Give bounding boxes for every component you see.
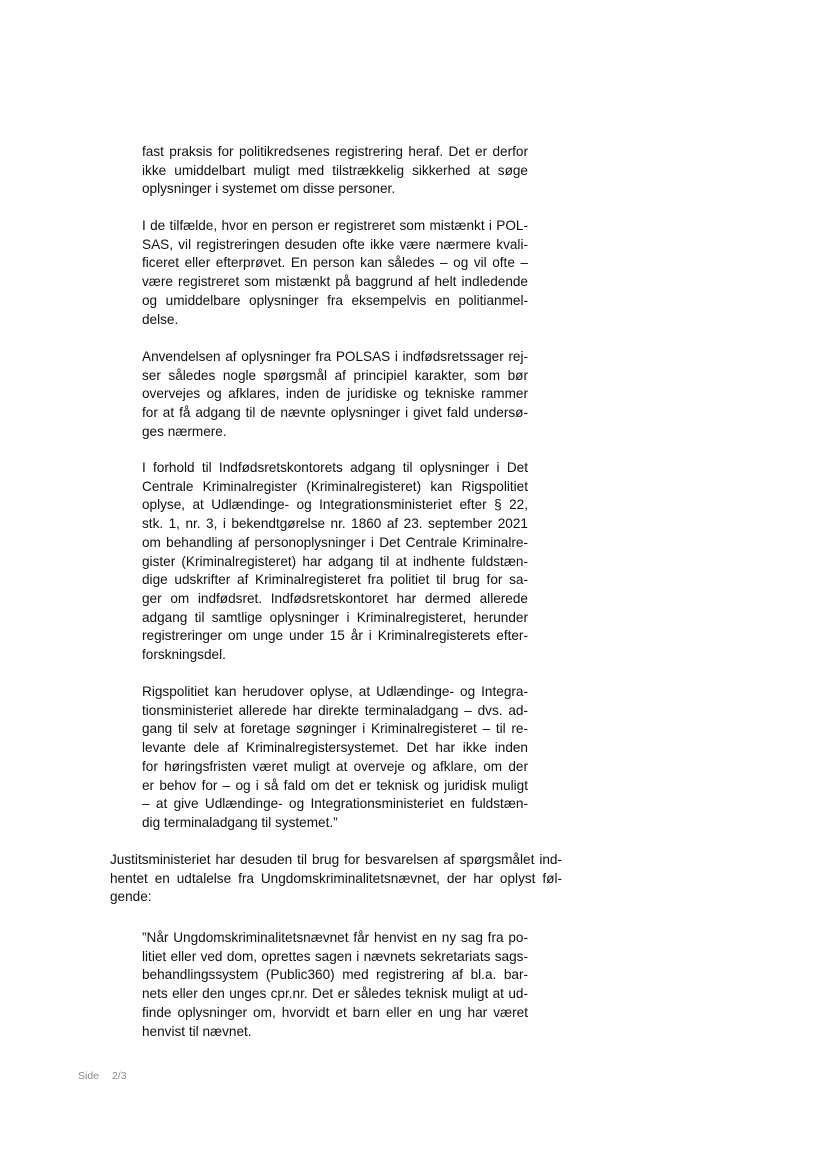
text-line: adgang til samtlige oplysninger i Kriminalregisteret, herunder	[142, 609, 528, 625]
text-line: ”Når Ungdomskriminalitetsnævnet får henvist en ny sag fra po-	[142, 930, 528, 945]
text-line: hentet en udtalelse fra Ungdomskriminalitetsnævnet, der har oplyst føl-	[110, 870, 562, 886]
quote-paragraph-6	[142, 929, 528, 1041]
text-line: og umiddelbare oplysninger fra eksempelvis en politianmel-	[142, 292, 528, 308]
text-line: gang til selv at foretage søgninger i Kriminalregisteret – til re-	[142, 721, 528, 737]
text-line: henvist til nævnet.	[142, 1023, 252, 1039]
text-line: finde oplysninger om, hvorvidt et barn eller en ung har været	[142, 1004, 528, 1020]
text-line: oplysninger i systemet om disse personer.	[142, 181, 396, 197]
text-line: for at få adgang til de nævnte oplysninger i givet fald undersø-	[142, 405, 528, 421]
text-line: levante dele af Kriminalregistersystemet. Det har ikke inden	[142, 740, 528, 756]
text-line: være registreret som mistænkt på baggrund af helt indledende	[142, 274, 528, 290]
text-line: om behandling af personoplysninger i Det Centrale Kriminalre-	[142, 534, 528, 550]
text-line: Rigspolitiet kan herudover oplyse, at Udlændinge- og Integra-	[142, 684, 528, 699]
text-line: oplyse, at Udlændinge- og Integrationsministeriet efter § 22,	[142, 497, 528, 513]
quote-paragraph-2	[142, 217, 528, 329]
quote-paragraph-1	[142, 143, 528, 199]
text-line: dige udskrifter af Kriminalregisteret fra politiet til brug for sa-	[142, 572, 528, 588]
text-line: litiet eller ved dom, oprettes sagen i nævnets sekretariats sags-	[142, 948, 528, 964]
text-line: overvejes og afklares, inden de juridiske og tekniske rammer	[142, 386, 528, 402]
text-line: stk. 1, nr. 3, i bekendtgørelse nr. 1860 af 23. september 2021	[142, 516, 528, 532]
text-line: behandlingssystem (Public360) med registrering af bl.a. bar-	[142, 967, 528, 983]
text-line: nets eller den unges cpr.nr. Det er således teknisk muligt at ud-	[142, 986, 528, 1002]
text-line: ser således nogle spørgsmål af principiel karakter, som bør	[142, 367, 528, 383]
quote-paragraph-3	[142, 348, 528, 442]
text-line: – at give Udlændinge- og Integrationsministeriet en fuldstæn-	[142, 796, 528, 812]
text-line: Centrale Kriminalregister (Kriminalregisteret) kan Rigspolitiet	[142, 478, 528, 494]
text-line: I forhold til Indfødsretskontorets adgang til oplysninger i Det	[142, 460, 528, 475]
body-paragraph	[110, 851, 562, 907]
text-line: for høringsfristen været muligt at overveje og afklare, om der	[142, 758, 528, 774]
text-line: fast praksis for politikredsenes registrering heraf. Det er derfor	[142, 144, 528, 159]
text-line: Justitsministeriet har desuden til brug for besvarelsen af spørgsmålet ind-	[110, 852, 562, 867]
page-footer	[78, 1070, 127, 1082]
text-line: tionsministeriet allerede har direkte terminaladgang – dvs. ad-	[142, 702, 528, 718]
text-line: ges nærmere.	[142, 423, 227, 439]
footer-side-label: Side	[78, 1070, 100, 1082]
quote-paragraph-5	[142, 683, 528, 833]
text-line: dig terminaladgang til systemet.”	[142, 814, 338, 830]
text-line: ger om indfødsret. Indfødsretskontoret har dermed allerede	[142, 590, 528, 606]
text-line: gende:	[110, 889, 152, 905]
quote-paragraph-4	[142, 459, 528, 665]
page-number: 2/3	[111, 1070, 127, 1082]
text-line: SAS, vil registreringen desuden ofte ikke være nærmere kvali-	[142, 236, 528, 252]
text-line: er behov for – og i så fald om det er teknisk og juridisk muligt	[142, 777, 528, 793]
text-line: forskningsdel.	[142, 647, 226, 663]
text-line: I de tilfælde, hvor en person er registreret som mistænkt i POL-	[142, 218, 528, 233]
text-line: delse.	[142, 311, 179, 327]
text-line: gister (Kriminalregisteret) har adgang til at indhente fuldstæn-	[142, 553, 528, 569]
text-line: ikke umiddelbart muligt med tilstrækkelig sikkerhed at søge	[142, 162, 528, 178]
text-line: ficeret eller efterprøvet. En person kan således – og vil ofte –	[142, 255, 528, 271]
text-line: Anvendelsen af oplysninger fra POLSAS i indfødsretssager rej-	[142, 349, 528, 364]
text-line: registreringer om unge under 15 år i Kriminalregisterets efter-	[142, 628, 528, 644]
